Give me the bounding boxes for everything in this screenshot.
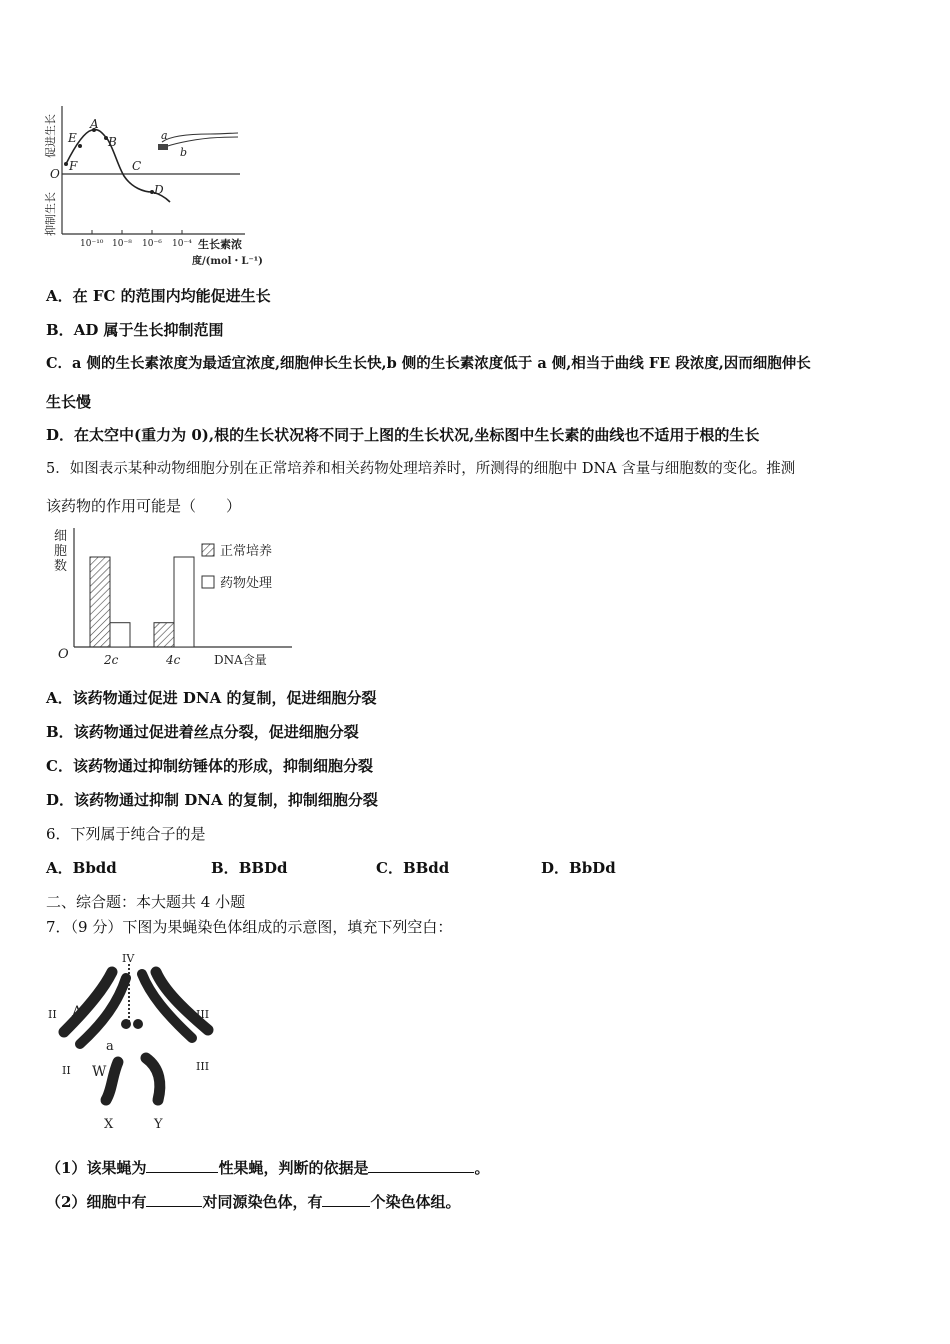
inset-label-b: b [180, 146, 188, 159]
bar-normal-4c [154, 623, 174, 647]
q5-stem: 5．如图表示某种动物细胞分别在正常培养和相关药物处理培养时，所测得的细胞中 DNA 含量与细胞数的变化。推测 [46, 461, 796, 477]
answer-blank-basis[interactable] [368, 1158, 474, 1173]
origin-label: O [50, 167, 60, 181]
q5-option-c: C．该药物通过抑制纺锤体的形成，抑制细胞分裂 [46, 757, 373, 775]
legend-label-normal: 正常培养 [220, 544, 273, 559]
q4-option-a: A．在 FC 的范围内均能促进生长 [46, 287, 271, 305]
y-axis-label [54, 529, 71, 574]
inset-label-a: a [161, 129, 168, 142]
allele-label-W: W [92, 1064, 107, 1080]
legend-label-drug: 药物处理 [220, 576, 273, 591]
y-axis-label-char: 细 [54, 529, 68, 544]
q5-option-b: B．该药物通过促进着丝点分裂，促进细胞分裂 [46, 723, 359, 741]
bar-normal-2c [90, 557, 110, 647]
q6-option-a: A．Bbdd [46, 859, 117, 877]
origin-label: O [58, 647, 69, 662]
x-tick-label: 2c [104, 653, 119, 667]
q4-option-d: D．在太空中(重力为 0),根的生长状况将不同于上图的生长状况,坐标图中生长素的曲线也不适用于根的生长 [46, 426, 760, 444]
chromosome-label-III-bottom: III [196, 1060, 210, 1073]
point-label-B: B [108, 135, 117, 149]
x-tick-label: 10⁻⁸ [112, 239, 132, 249]
x-tick-label: 10⁻¹⁰ [80, 239, 104, 249]
point-label-D: D [154, 183, 164, 197]
q5-option-a: A．该药物通过促进 DNA 的复制，促进细胞分裂 [46, 689, 377, 707]
q6-option-d: D．BbDd [541, 859, 616, 877]
q5-stem-continued: 该药物的作用可能是（ ） [46, 497, 242, 515]
answer-blank-pairs[interactable] [146, 1192, 202, 1207]
answer-blank-sets[interactable] [322, 1192, 370, 1207]
y-axis-label-char: 数 [54, 559, 68, 574]
q7-sub2: （2）细胞中有 对同源染色体，有 个染色体组。 [46, 1193, 461, 1211]
y-top-label: 促进生长 [44, 114, 57, 158]
chromosome-label-Y: Y [154, 1117, 163, 1132]
chromosome-label-IV: IV [122, 952, 135, 965]
q6-option-b: B．BBDd [211, 859, 288, 877]
x-tick-label: 10⁻⁴ [172, 239, 192, 249]
point-label-F: F [69, 159, 78, 173]
q6-stem: 6．下列属于纯合子的是 [46, 825, 206, 843]
x-axis-label-line2: 度/(mol・L⁻¹) [192, 256, 263, 267]
dna-bar-chart [48, 522, 298, 672]
legend-swatch-drug [202, 576, 214, 588]
point-label-A: A [90, 117, 99, 131]
q4-option-b: B．AD 属于生长抑制范围 [46, 321, 224, 339]
bar-drug-2c [110, 623, 130, 647]
q7-sub1: （1）该果蝇为 性果蝇，判断的依据是 。 [46, 1159, 490, 1177]
chromosome-label-III-top: III [196, 1008, 210, 1021]
inset-curve-b [162, 137, 238, 148]
point-label-C: C [132, 159, 142, 173]
point-label-E: E [68, 131, 77, 145]
bar-drug-4c [174, 557, 194, 647]
chromosome-label-II-bottom: II [62, 1064, 71, 1077]
q5-option-d: D．该药物通过抑制 DNA 的复制，抑制细胞分裂 [46, 791, 378, 809]
chromosome-label-X: X [104, 1117, 114, 1132]
x-tick-label: 4c [166, 653, 181, 667]
y-bottom-label: 抑制生长 [44, 192, 57, 236]
fruitfly-chromosome-figure [46, 950, 226, 1136]
chromosome-label-II-top: II [48, 1008, 57, 1021]
answer-blank-sex[interactable] [146, 1158, 218, 1173]
x-axis-label: DNA含量 [214, 653, 267, 667]
x-tick-label: 10⁻⁶ [142, 239, 162, 249]
allele-label-a: a [106, 1039, 114, 1054]
q7-stem: 7．（9 分）下图为果蝇染色体组成的示意图，填充下列空白： [46, 918, 453, 936]
legend-swatch-normal [202, 544, 214, 556]
y-axis-label-char: 胞 [54, 544, 68, 559]
q6-option-c: C．BBdd [376, 859, 450, 877]
auxin-curve-figure [40, 96, 280, 272]
allele-label-A: A [72, 1004, 83, 1020]
section-heading: 二、综合题：本大题共 4 小题 [46, 893, 246, 911]
q4-option-c: C．a 侧的生长素浓度为最适宜浓度,细胞伸长生长快,b 侧的生长素浓度低于 a 侧,相当于曲线 FE 段浓度,因而细胞伸长 [46, 355, 811, 372]
x-axis-label-line1: 生长素浓 [198, 238, 242, 251]
q4-option-c-continued: 生长慢 [46, 393, 92, 411]
